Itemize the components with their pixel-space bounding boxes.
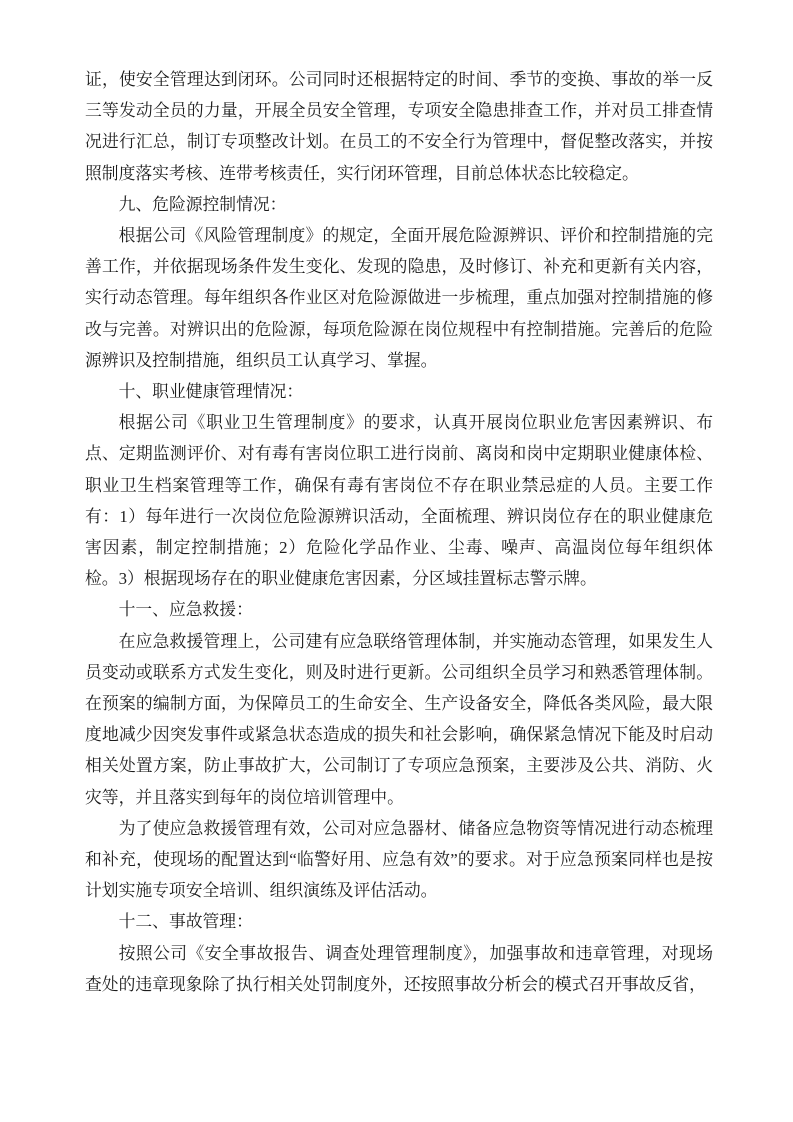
paragraph: 根据公司《职业卫生管理制度》的要求，认真开展岗位职业危害因素辨识、布点、定期监测评价、对有毒有害岗位职工进行岗前、离岗和岗中定期职业健康体检、职业卫生档案管理等工作，确保有毒有害岗位不存在职业禁忌症的人员。主要工作有：1）每年进行一次岗位危险源辨识活动，全面梳理、辨识岗位存在的职业健康危害因素，制定控制措施；2）危险化学品作业、尘毒、噪声、高温岗位每年组织体检。3）根据现场存在的职业健康危害因素，分区域挂置标志警示牌。 [85,413,713,589]
paragraph: 九、危险源控制情况： [118,194,287,214]
paragraph: 十、职业健康管理情况： [118,382,304,402]
document-text-block [85,64,713,1000]
paragraph: 按照公司《安全事故报告、调查处理管理制度》，加强事故和违章管理，对现场查处的违章现象除了执行相关处罚制度外，还按照事故分析会的模式召开事故反省， [85,943,713,994]
paragraph: 十二、事故管理： [118,912,253,932]
paragraph: 为了使应急救援管理有效，公司对应急器材、储备应急物资等情况进行动态梳理和补充，使现场的配置达到“临警好用、应急有效”的要求。对于应急预案同样也是按计划实施专项安全培训、组织演练及评估活动。 [85,818,713,901]
paragraph: 十一、应急救援： [118,600,253,620]
paragraph: 证，使安全管理达到闭环。公司同时还根据特定的时间、季节的变换、事故的举一反三等发动全员的力量，开展全员安全管理，专项安全隐患排查工作，并对员工排查情况进行汇总，制订专项整改计划。在员工的不安全行为管理中，督促整改落实，并按照制度落实考核、连带考核责任，实行闭环管理，目前总体状态比较稳定。 [85,70,713,183]
paragraph: 根据公司《风险管理制度》的规定，全面开展危险源辨识、评价和控制措施的完善工作，并依据现场条件发生变化、发现的隐患，及时修订、补充和更新有关内容，实行动态管理。每年组织各作业区对危险源做进一步梳理，重点加强对控制措施的修改与完善。对辨识出的危险源，每项危险源在岗位规程中有控制措施。完善后的危险源辨识及控制措施，组织员工认真学习、掌握。 [85,226,713,370]
paragraph: 在应急救援管理上，公司建有应急联络管理体制，并实施动态管理，如果发生人员变动或联系方式发生变化，则及时进行更新。公司组织全员学习和熟悉管理体制。在预案的编制方面，为保障员工的生命安全、生产设备安全，降低各类风险，最大限度地减少因突发事件或紧急状态造成的损失和社会影响，确保紧急情况下能及时启动相关处置方案，防止事故扩大，公司制订了专项应急预案，主要涉及公共、消防、火灾等，并且落实到每年的岗位培训管理中。 [85,631,713,807]
